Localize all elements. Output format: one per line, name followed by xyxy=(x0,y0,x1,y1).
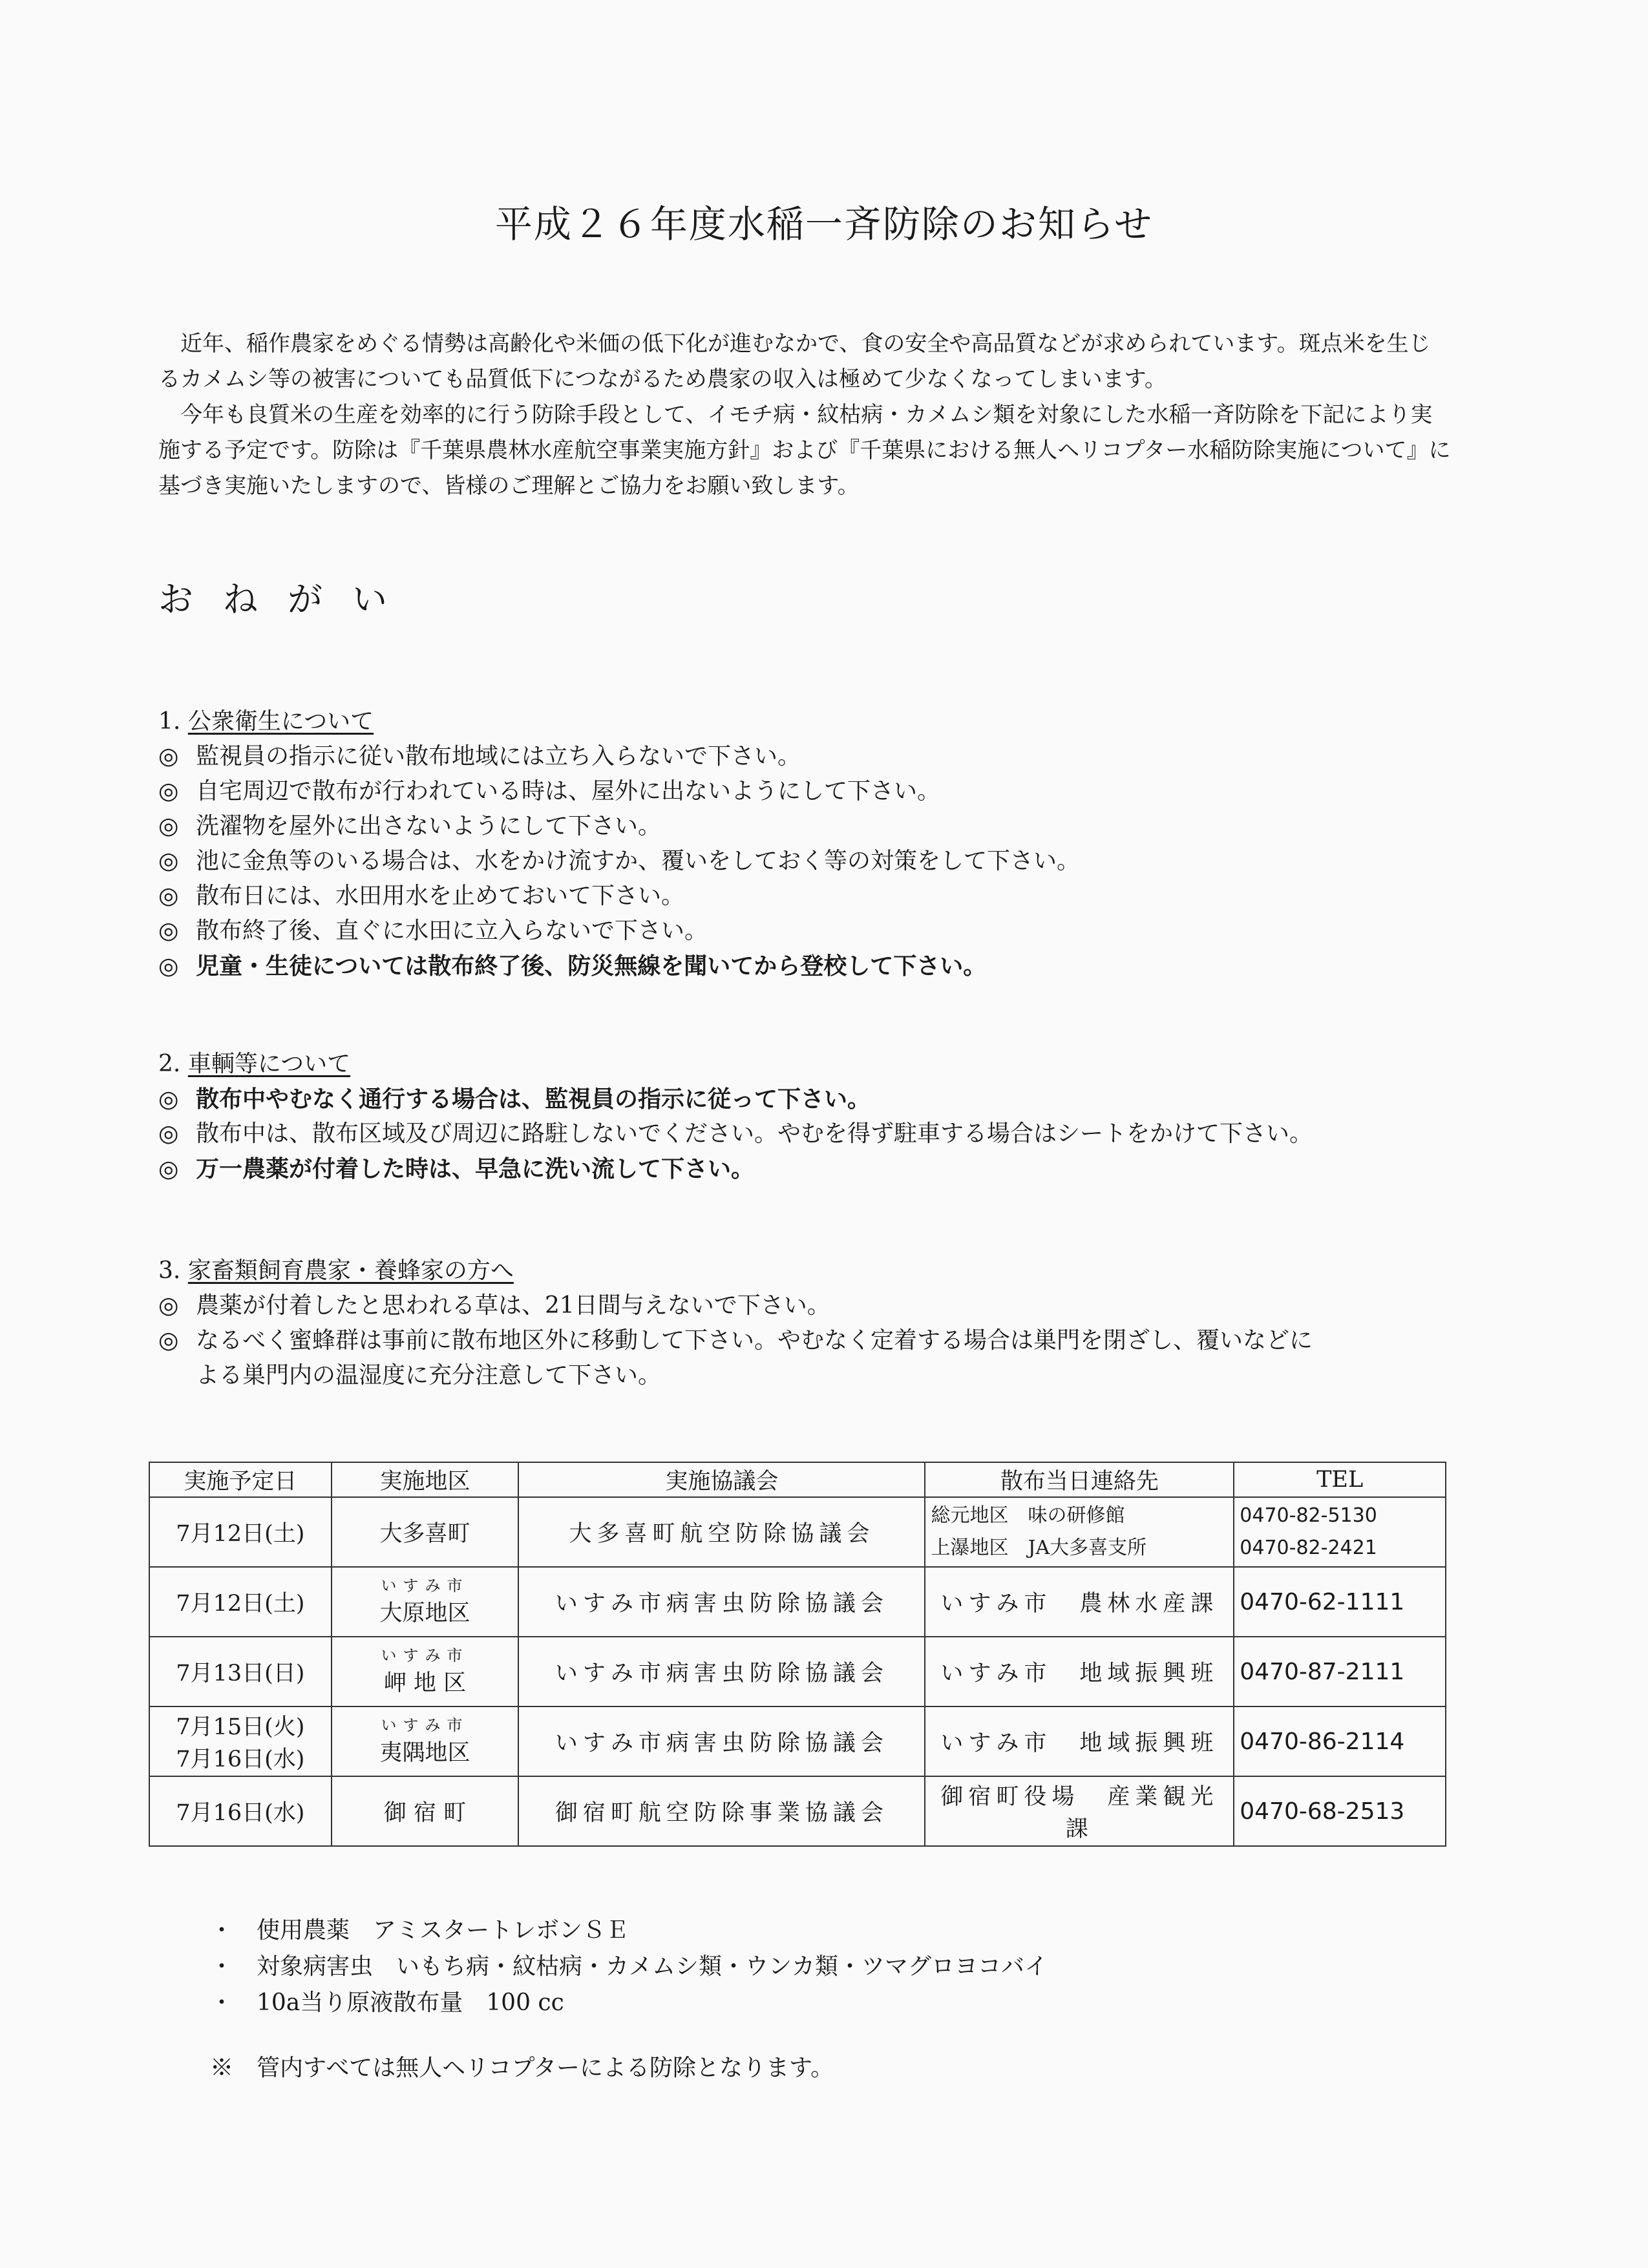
section-title: 車輌等について xyxy=(187,1051,351,1077)
page-title: 平成２６年度水稲一斉防除のお知らせ xyxy=(494,202,1154,246)
cell-tel xyxy=(1234,1567,1446,1637)
intro-paragraph-2: 今年も良質米の生産を効率的に行う防除手段として、イモチ病・紋枯病・カメムシ類を対象にした水稲一斉防除を下記により実施する予定です。防除は『千葉県農林水産航空事業実施方針』および『千葉県における無人ヘリコプター水稲防除実施について』に基づき実施いたしますので、皆様のご理解とご協力をお願い致します。 xyxy=(158,402,1451,499)
area-city-text: いすみ市 xyxy=(381,1577,469,1595)
section-title: 公衆衛生について xyxy=(187,708,374,735)
cell-date xyxy=(149,1776,332,1846)
col-header-tel: TEL xyxy=(1234,1462,1446,1497)
date-text: 7月16日(水) xyxy=(176,1747,305,1772)
council-text: 御宿町航空防除事業協議会 xyxy=(555,1800,889,1826)
contact-text: いすみ市 農林水産課 xyxy=(940,1591,1219,1617)
table-row xyxy=(149,1706,1446,1776)
tel-text: 0470-62-1111 xyxy=(1240,1588,1405,1615)
double-circle-icon: ◎ xyxy=(158,1120,179,1147)
list-item-text: 散布中やむなく通行する場合は、監視員の指示に従って下さい。 xyxy=(196,1086,871,1113)
area-text: 岬 地 区 xyxy=(383,1670,467,1696)
cell-contact xyxy=(925,1776,1234,1846)
area-text: 夷隅地区 xyxy=(379,1740,470,1766)
intro-paragraph-1: 近年、稲作農家をめぐる情勢は高齢化や米価の低下化が進むなかで、食の安全や高品質などが求められています。斑点米を生じるカメムシ等の被害についても品質低下につながるため農家の収入は極めて少なくなってしまいます。 xyxy=(158,331,1431,392)
double-circle-icon: ◎ xyxy=(158,918,179,944)
cell-council xyxy=(518,1706,925,1776)
section-heading xyxy=(158,1047,1464,1082)
area-text: 大原地区 xyxy=(379,1601,470,1626)
double-circle-icon: ◎ xyxy=(158,1155,179,1182)
cell-council xyxy=(518,1567,925,1637)
note-item: ・ 10a当り原液散布量 100 cc xyxy=(210,1990,564,2016)
list-item xyxy=(158,949,1464,983)
list-item-text: 万一農薬が付着した時は、早急に洗い流して下さい。 xyxy=(196,1155,755,1182)
double-circle-icon: ◎ xyxy=(158,743,179,770)
section-public-health xyxy=(158,704,1464,983)
list-item xyxy=(158,844,1464,879)
cell-contact xyxy=(925,1706,1234,1776)
list-item-text: 自宅周辺で散布が行われている時は、屋外に出ないようにして下さい。 xyxy=(196,778,941,804)
cell-contact xyxy=(925,1637,1234,1706)
note-item: ・ 使用農薬 アミスタートレボンＳＥ xyxy=(210,1917,629,1944)
col-header-council: 実施協議会 xyxy=(518,1462,925,1497)
section-number: 2. xyxy=(158,1051,181,1077)
tel-text: 0470-82-2421 xyxy=(1240,1537,1377,1559)
footnote: ※ 管内すべては無人ヘリコプターによる防除となります。 xyxy=(210,2055,834,2081)
list-item-text: 池に金魚等のいる場合は、水をかけ流すか、覆いをしておく等の対策をして下さい。 xyxy=(196,848,1081,874)
list-item xyxy=(158,1323,1464,1358)
double-circle-icon: ◎ xyxy=(158,883,179,909)
tel-text: 0470-82-5130 xyxy=(1240,1504,1377,1527)
list-item-text: 洗濯物を屋外に出さないようにして下さい。 xyxy=(196,813,662,839)
double-circle-icon: ◎ xyxy=(158,848,179,874)
table-row xyxy=(149,1776,1446,1846)
list-item xyxy=(158,914,1464,949)
cell-date xyxy=(149,1497,332,1567)
section-heading xyxy=(158,704,1464,739)
council-text: 大多喜町航空防除協議会 xyxy=(569,1521,875,1547)
cell-council xyxy=(518,1637,925,1706)
contact-text: 御宿町役場 産業観光課 xyxy=(940,1784,1219,1842)
list-item xyxy=(158,739,1464,774)
list-item xyxy=(158,774,1464,809)
area-text: 大多喜町 xyxy=(379,1521,470,1547)
cell-tel xyxy=(1234,1497,1446,1567)
double-circle-icon: ◎ xyxy=(158,1292,179,1319)
list-item xyxy=(158,809,1464,844)
list-item xyxy=(158,1117,1464,1151)
council-text: いすみ市病害虫防除協議会 xyxy=(555,1591,889,1617)
table-header-row xyxy=(149,1462,1446,1497)
council-text: いすみ市病害虫防除協議会 xyxy=(555,1730,889,1756)
area-city-text: いすみ市 xyxy=(381,1716,469,1734)
list-item xyxy=(158,1151,1464,1186)
table-row xyxy=(149,1497,1446,1567)
date-text: 7月13日(日) xyxy=(176,1661,305,1686)
col-header-contact: 散布当日連絡先 xyxy=(925,1462,1234,1497)
date-text: 7月12日(土) xyxy=(176,1591,305,1617)
cell-area xyxy=(332,1567,519,1637)
list-item-text: 農薬が付着したと思われる草は、21日間与えないで下さい。 xyxy=(196,1292,830,1319)
contact-text: いすみ市 地域振興班 xyxy=(940,1661,1219,1686)
list-item-text: よる巣門内の温湿度に充分注意して下さい。 xyxy=(196,1362,662,1389)
col-header-date: 実施予定日 xyxy=(149,1462,332,1497)
date-text: 7月12日(土) xyxy=(176,1521,305,1547)
list-item-text: 監視員の指示に従い散布地域には立ち入らないで下さい。 xyxy=(196,743,801,770)
table-row xyxy=(149,1567,1446,1637)
cell-area xyxy=(332,1776,519,1846)
cell-tel xyxy=(1234,1706,1446,1776)
section-heading xyxy=(158,1254,1464,1288)
date-text: 7月16日(水) xyxy=(176,1800,305,1826)
date-text: 7月15日(火) xyxy=(176,1714,305,1740)
cell-tel xyxy=(1234,1776,1446,1846)
col-header-area: 実施地区 xyxy=(332,1462,519,1497)
section-number: 3. xyxy=(158,1257,181,1284)
double-circle-icon: ◎ xyxy=(158,1327,179,1354)
cell-date xyxy=(149,1637,332,1706)
list-item-text: 児童・生徒については散布終了後、防災無線を聞いてから登校して下さい。 xyxy=(196,952,987,980)
schedule-table xyxy=(149,1462,1446,1847)
list-item-text: なるべく蜜蜂群は事前に散布地区外に移動して下さい。やむなく定着する場合は巣門を閉ざし、覆いなどに xyxy=(196,1327,1313,1354)
contact-text: 上瀑地区 JA大多喜支所 xyxy=(931,1537,1147,1559)
cell-date xyxy=(149,1706,332,1776)
cell-area xyxy=(332,1637,519,1706)
double-circle-icon: ◎ xyxy=(158,778,179,804)
list-item xyxy=(158,879,1464,914)
cell-date xyxy=(149,1567,332,1637)
cell-council xyxy=(518,1497,925,1567)
council-text: いすみ市病害虫防除協議会 xyxy=(555,1661,889,1686)
tel-text: 0470-87-2111 xyxy=(1240,1658,1405,1685)
list-item-text: 散布中は、散布区域及び周辺に路駐しないでください。やむを得ず駐車する場合はシートをかけて下さい。 xyxy=(196,1120,1313,1147)
section-livestock-beekeepers xyxy=(158,1254,1464,1393)
cell-contact xyxy=(925,1567,1234,1637)
section-title: 家畜類飼育農家・養蜂家の方へ xyxy=(187,1257,514,1284)
area-text: 御 宿 町 xyxy=(383,1800,467,1826)
section-vehicles xyxy=(158,1047,1464,1186)
list-item xyxy=(158,1358,1464,1393)
pesticide-notes xyxy=(210,1913,1048,2021)
cell-area xyxy=(332,1497,519,1567)
contact-text: いすみ市 地域振興班 xyxy=(940,1730,1219,1756)
double-circle-icon: ◎ xyxy=(158,813,179,839)
tel-text: 0470-86-2114 xyxy=(1240,1728,1405,1755)
list-item-text: 散布日には、水田用水を止めておいて下さい。 xyxy=(196,883,685,909)
table-row xyxy=(149,1637,1446,1706)
tel-text: 0470-68-2513 xyxy=(1240,1798,1405,1825)
list-item xyxy=(158,1288,1464,1323)
double-circle-icon: ◎ xyxy=(158,952,179,980)
intro-text xyxy=(158,326,1451,504)
cell-tel xyxy=(1234,1637,1446,1706)
list-item xyxy=(158,1082,1464,1117)
double-circle-icon: ◎ xyxy=(158,1086,179,1113)
note-item: ・ 対象病害虫 いもち病・紋枯病・カメムシ類・ウンカ類・ツマグロヨコバイ xyxy=(210,1953,1048,1980)
cell-area xyxy=(332,1706,519,1776)
area-city-text: いすみ市 xyxy=(381,1646,469,1664)
list-item-text: 散布終了後、直ぐに水田に立入らないで下さい。 xyxy=(196,918,708,944)
request-heading: おねがい xyxy=(158,579,417,620)
cell-contact xyxy=(925,1497,1234,1567)
section-number: 1. xyxy=(158,708,181,735)
cell-council xyxy=(518,1776,925,1846)
contact-text: 総元地区 味の研修館 xyxy=(931,1504,1125,1527)
